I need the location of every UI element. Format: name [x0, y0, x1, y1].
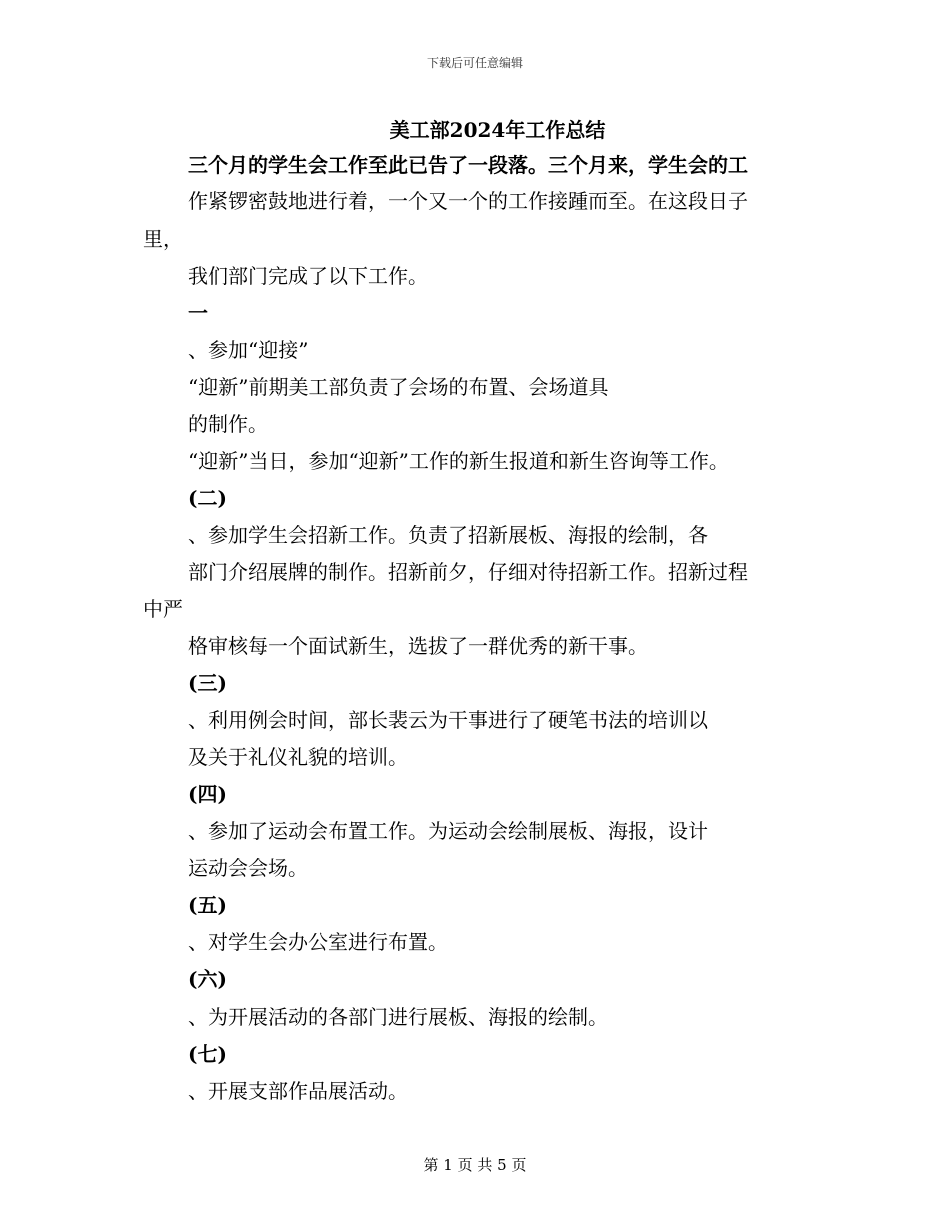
section-number: (三): [188, 671, 227, 695]
paragraph-line: 、利用例会时间，部长裴云为干事进行了硬笔书法的培训以: [188, 708, 708, 732]
paragraph-line: 里，: [143, 227, 183, 251]
paragraph-line: 的制作。: [188, 412, 268, 436]
paragraph-line: 及关于礼仪礼貌的培训。: [188, 745, 408, 769]
paragraph-line: 、参加“迎接”: [188, 338, 309, 362]
page-number-footer: 第 1 页 共 5 页: [423, 1156, 527, 1174]
paragraph-line: 中严: [143, 597, 183, 621]
section-number: 一: [188, 301, 208, 325]
paragraph-line: 作紧锣密鼓地进行着，一个又一个的工作接踵而至。在这段日子: [188, 189, 748, 213]
paragraph-line: 、为开展活动的各部门进行展板、海报的绘制。: [188, 1005, 608, 1029]
section-number: (六): [188, 967, 227, 991]
section-number: (四): [188, 782, 227, 806]
document-title: 美工部2024年工作总结: [389, 118, 606, 142]
paragraph-line: 三个月的学生会工作至此已告了一段落。三个月来，学生会的工: [188, 153, 748, 177]
section-number: (七): [188, 1042, 227, 1066]
paragraph-line: 部门介绍展牌的制作。招新前夕，仔细对待招新工作。招新过程: [188, 560, 748, 584]
paragraph-line: 、参加了运动会布置工作。为运动会绘制展板、海报，设计: [188, 819, 708, 843]
page-header-note: 下载后可任意编辑: [426, 56, 523, 70]
section-number: (二): [188, 486, 227, 510]
paragraph-line: “迎新”当日，参加“迎新”工作的新生报道和新生咨询等工作。: [188, 449, 729, 473]
paragraph-line: 我们部门完成了以下工作。: [188, 264, 428, 288]
paragraph-line: 运动会会场。: [188, 856, 308, 880]
paragraph-line: 、对学生会办公室进行布置。: [188, 930, 448, 954]
section-number: (五): [188, 893, 227, 917]
paragraph-line: 、开展支部作品展活动。: [188, 1079, 408, 1103]
paragraph-line: 格审核每一个面试新生，选拔了一群优秀的新干事。: [188, 634, 648, 658]
paragraph-line: 、参加学生会招新工作。负责了招新展板、海报的绘制，各: [188, 523, 708, 547]
paragraph-line: “迎新”前期美工部负责了会场的布置、会场道具: [188, 375, 609, 399]
